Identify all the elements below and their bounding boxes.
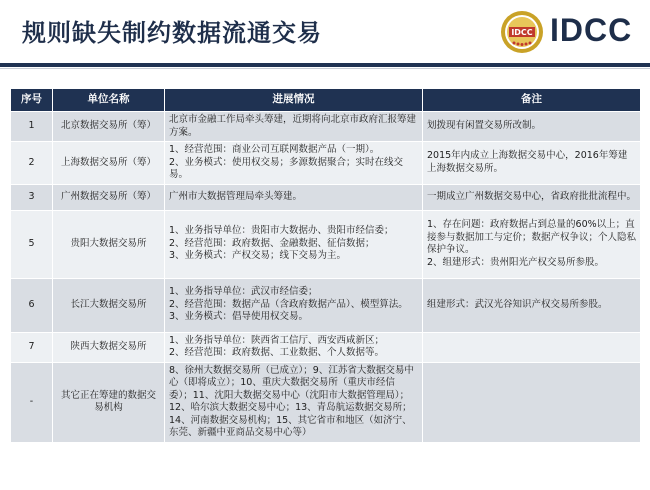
- cell-remark: [423, 332, 641, 362]
- cell-name-line: 广州数据交易所（筹）: [60, 190, 156, 202]
- cell-progress-line: 1、业务指导单位：贵阳市大数据办、贵阳市经信委；: [169, 225, 394, 237]
- cell-name-line: 长江大数据交易所: [70, 298, 147, 310]
- cell-remark: [423, 184, 641, 210]
- cell-progress: [165, 278, 423, 332]
- cell-name-line: 其它正在筹建的数据交易机构: [60, 389, 156, 414]
- cell-no: 2: [11, 142, 53, 185]
- cell-progress-line: 2、经营范围：政府数据、工业数据、个人数据等。: [169, 347, 385, 359]
- cell-progress-line: 3、业务模式：产权交易；线下交易为主。: [169, 250, 347, 262]
- table-row: [11, 278, 641, 332]
- cell-progress-line: 2、经营范围：政府数据、金融数据、征信数据；: [169, 237, 375, 249]
- table-header-row: [11, 89, 641, 112]
- table-row: [11, 184, 641, 210]
- cell-progress-line: 2、业务模式：使用权交易；多源数据聚合；实时在线交易。: [169, 156, 404, 181]
- cell-remark: [423, 142, 641, 185]
- table-row: [11, 142, 641, 185]
- cell-progress: [165, 362, 423, 442]
- col-header-no: 序号: [11, 89, 53, 112]
- cell-name: [53, 362, 165, 442]
- cell-remark-line: 组建形式：武汉光谷知识产权交易所参股。: [427, 298, 608, 310]
- cell-remark: [423, 112, 641, 142]
- cell-name: [53, 112, 165, 142]
- cell-remark-line: 一期成立广州数据交易中心，省政府批批流程中。: [427, 190, 637, 202]
- exchange-progress-table: [10, 88, 641, 443]
- cell-name-line: 上海数据交易所（筹）: [60, 156, 156, 168]
- cell-name: [53, 278, 165, 332]
- cell-remark: [423, 210, 641, 278]
- col-header-remark: 备注: [423, 89, 641, 112]
- cell-progress-line: 8、徐州大数据交易所（已成立）；9、江苏省大数据交易中心（即将成立）；10、重庆大数据交易所（重庆市经信委）；11、沈阳大数据交易中心（沈阳市大数据管理局）；12、哈尔滨大数据交易中心；13、青岛航运数据交易所；14、河南数据交易机构；15、其它省市和地区（如济宁、东莞、新疆中亚商品交易中心等）: [169, 364, 414, 439]
- table-row: [11, 332, 641, 362]
- cell-name-line: 陕西大数据交易所: [70, 340, 147, 352]
- cell-no: 5: [11, 210, 53, 278]
- cell-progress: [165, 210, 423, 278]
- table-row: [11, 362, 641, 442]
- cell-name: [53, 142, 165, 185]
- cell-progress: [165, 332, 423, 362]
- page-title: 规则缺失制约数据流通交易: [22, 19, 322, 47]
- cell-no: 6: [11, 278, 53, 332]
- cell-progress: [165, 184, 423, 210]
- table-body: [11, 112, 641, 443]
- cell-remark-line: 1、存在问题：政府数据占到总量的60%以上；直接参与数据加工与定价；数据产权争议；个人隐私保护争议。: [427, 219, 637, 256]
- cell-progress-line: 1、业务指导单位：武汉市经信委；: [169, 286, 318, 298]
- cell-progress: [165, 142, 423, 185]
- badge-text: IDCC: [511, 28, 533, 37]
- cell-progress-line: 2、经营范围：数据产品（含政府数据产品）、模型算法。: [169, 298, 408, 310]
- table-row: [11, 112, 641, 142]
- logo-text: IDCC: [550, 12, 633, 48]
- idcc-badge-icon: [500, 10, 544, 54]
- cell-progress-line: 1、业务指导单位：陕西省工信厅、西安西咸新区；: [169, 334, 385, 346]
- cell-no: 7: [11, 332, 53, 362]
- cell-name: [53, 210, 165, 278]
- cell-remark: [423, 278, 641, 332]
- cell-progress-line: 1、经营范围：商业公司互联网数据产品（一期）。: [169, 144, 380, 156]
- cell-name-line: 北京数据交易所（筹）: [60, 120, 156, 132]
- cell-remark-line: 划拨现有闲置交易所改制。: [427, 120, 542, 132]
- cell-name: [53, 184, 165, 210]
- cell-no: 3: [11, 184, 53, 210]
- cell-progress-line: 北京市金融工作局牵头筹建，近期将向北京市政府汇报筹建方案。: [169, 114, 417, 138]
- table-row: [11, 210, 641, 278]
- col-header-name: 单位名称: [53, 89, 165, 112]
- idcc-logo: [500, 10, 640, 54]
- cell-name: [53, 332, 165, 362]
- cell-no: -: [11, 362, 53, 442]
- cell-progress: [165, 112, 423, 142]
- header-divider-thin: [0, 68, 650, 69]
- cell-name-line: 贵阳大数据交易所: [70, 237, 147, 249]
- header-divider: [0, 63, 650, 67]
- cell-remark: [423, 362, 641, 442]
- cell-remark-line: 2、组建形式：贵州阳光产权交易所参股。: [427, 256, 605, 268]
- col-header-progress: 进展情况: [165, 89, 423, 112]
- cell-progress-line: 广州市大数据管理局牵头筹建。: [169, 190, 303, 202]
- cell-no: 1: [11, 112, 53, 142]
- cell-remark-line: 2015年内成立上海数据交易中心，2016年筹建上海数据交易所。: [427, 150, 628, 174]
- cell-progress-line: 3、业务模式：倡导使用权交易。: [169, 311, 309, 323]
- page-header: [0, 0, 650, 62]
